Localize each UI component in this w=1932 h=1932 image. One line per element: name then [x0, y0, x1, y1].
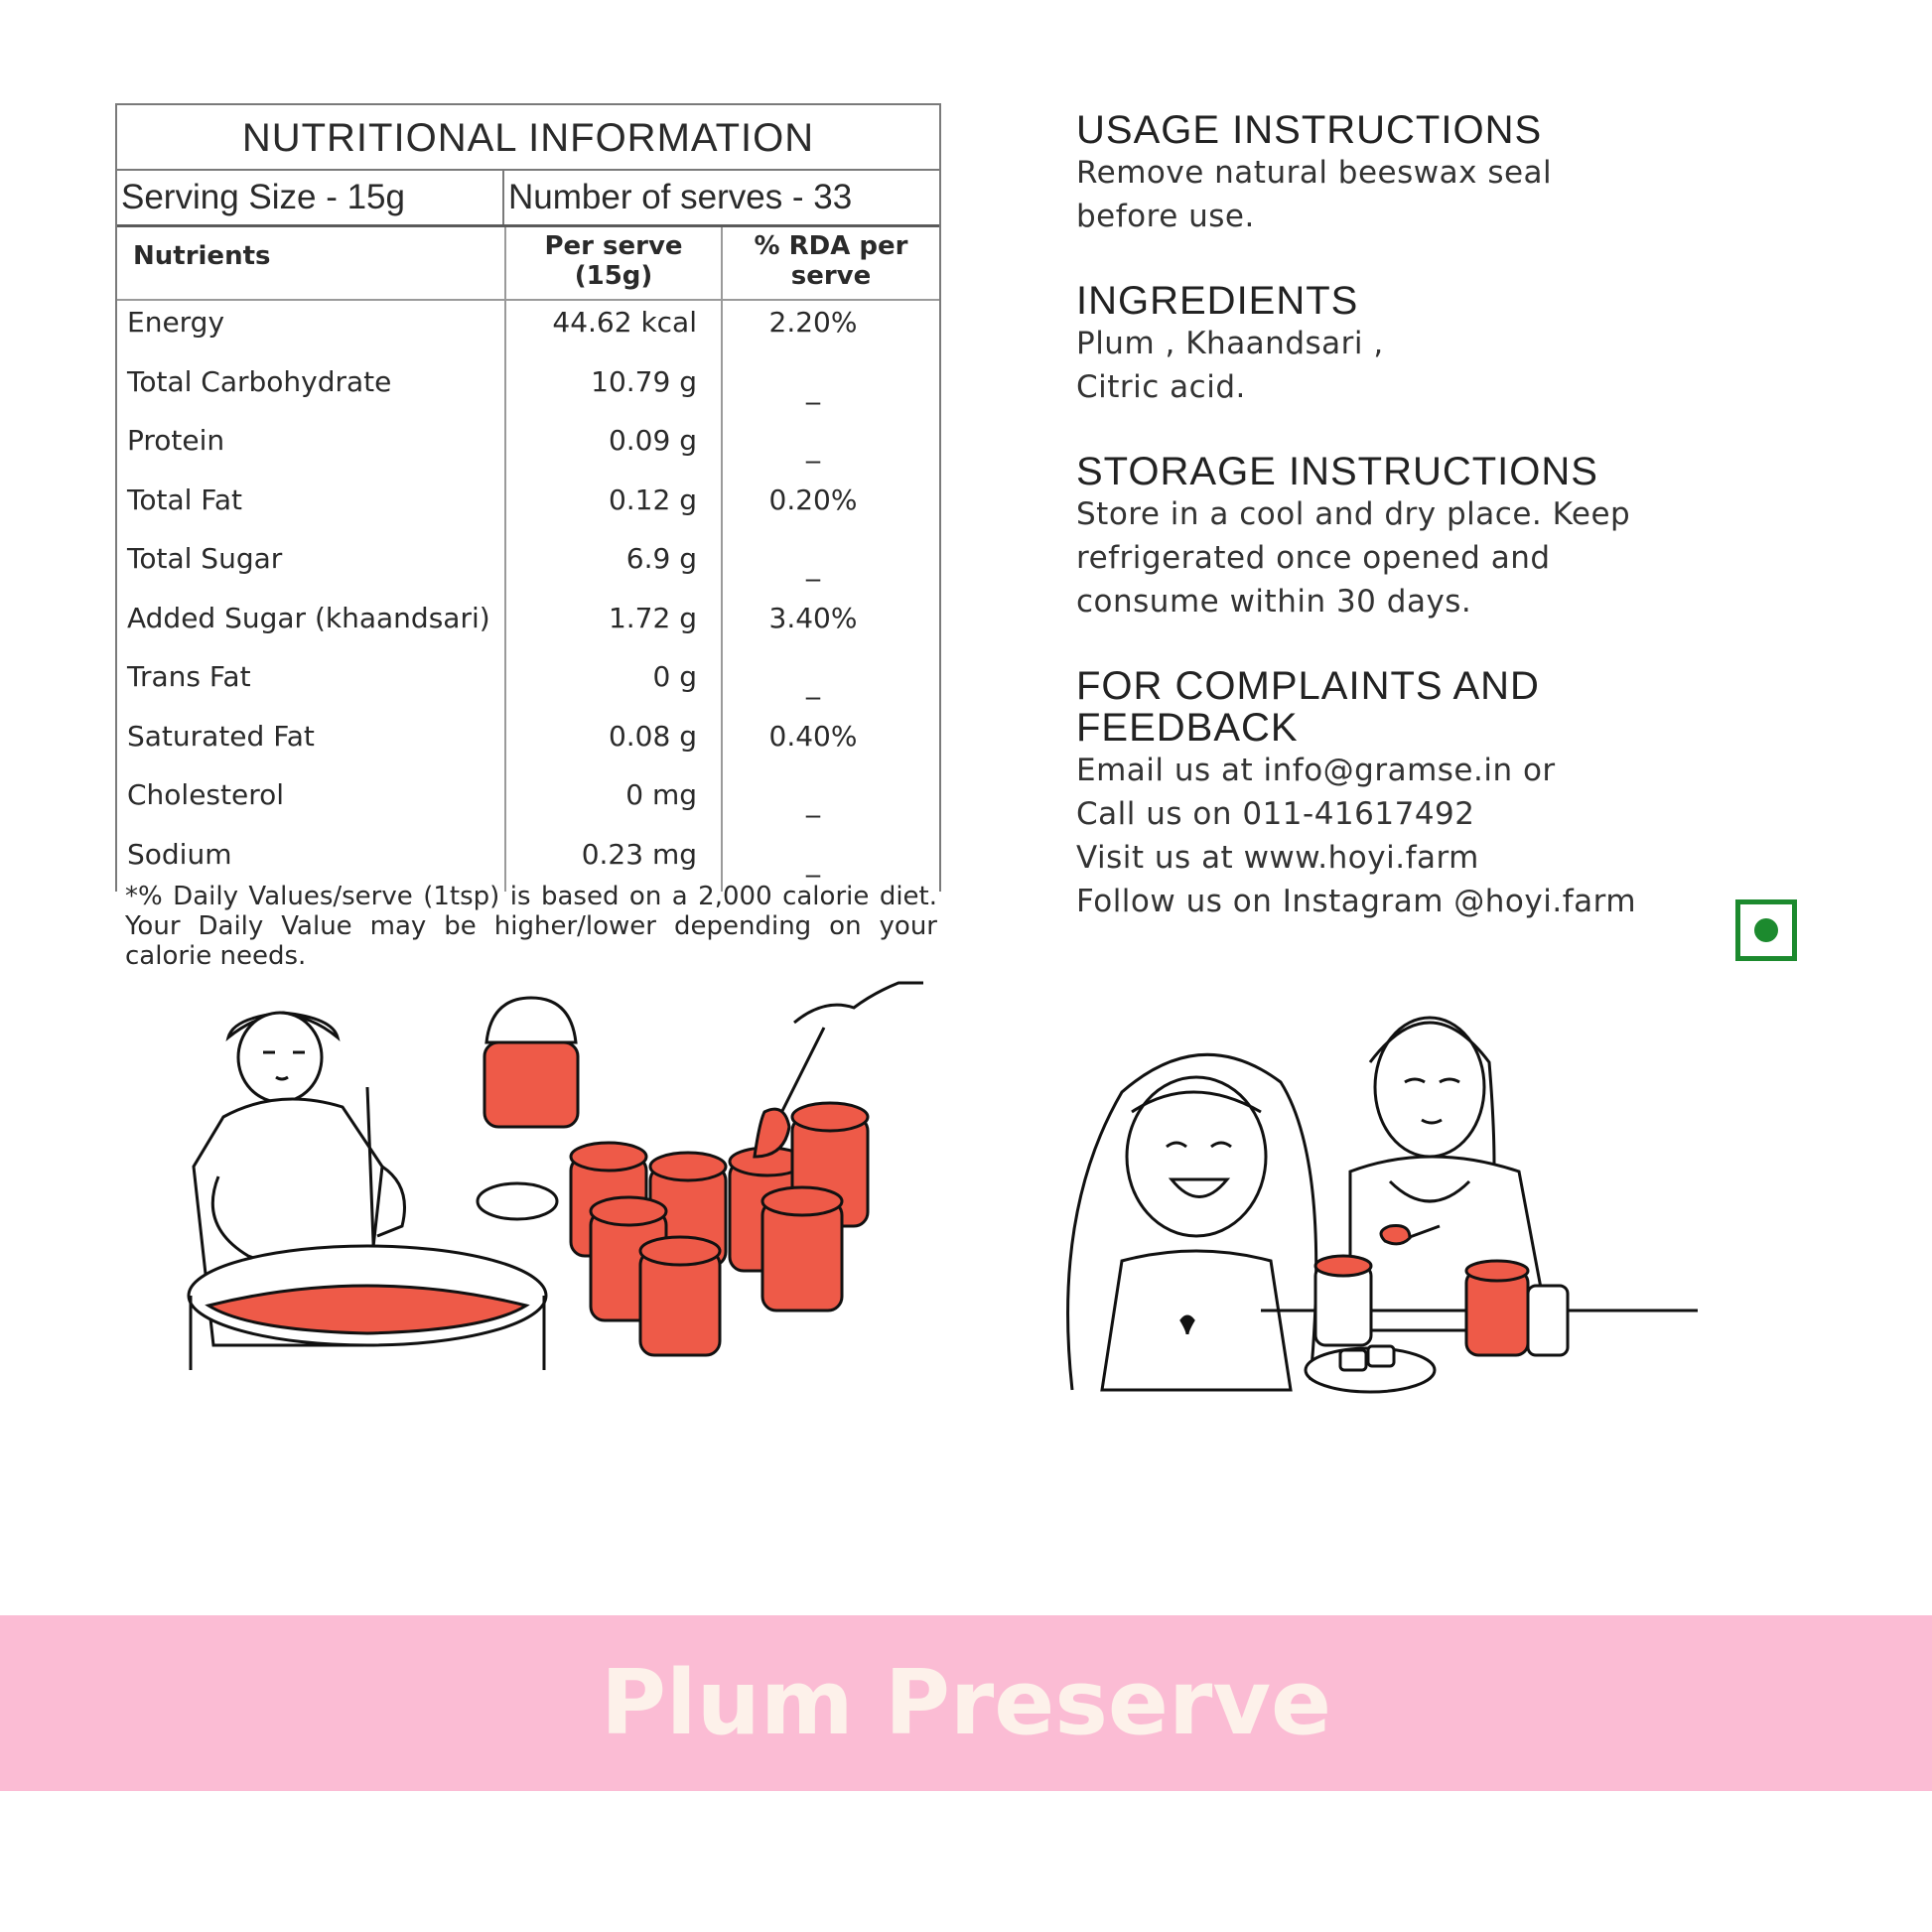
jar-5: [640, 1237, 720, 1355]
nutrient-per-serve: 0 g: [506, 655, 723, 715]
header-per-serve-line2: (15g): [574, 261, 653, 291]
storage-line-1: Store in a cool and dry place. Keep: [1076, 496, 1631, 532]
nutrient-per-serve: 0 mg: [506, 773, 723, 833]
nutrient-name: Energy: [117, 301, 506, 360]
nutrient-name: Saturated Fat: [117, 715, 506, 774]
header-nutrients: Nutrients: [117, 227, 506, 299]
nutrition-footnote: *% Daily Values/serve (1tsp) is based on a 2,000 calorie diet. Your Daily Value may be higher/lower depending on your calorie needs.: [125, 882, 937, 971]
nutrient-name: Total Sugar: [117, 537, 506, 597]
nutrient-per-serve: 0.09 g: [506, 419, 723, 479]
product-banner: [0, 1615, 1932, 1791]
family-tasting-illustration: [1033, 1003, 1708, 1400]
nutrient-name: Total Carbohydrate: [117, 360, 506, 420]
usage-title: USAGE INSTRUCTIONS: [1076, 108, 1543, 152]
storage-line-2: refrigerated once opened and: [1076, 540, 1551, 576]
nutrition-table: [115, 103, 941, 892]
nutrient-name: Added Sugar (khaandsari): [117, 597, 506, 656]
header-rda: [723, 227, 939, 299]
nutrient-rda: _: [806, 667, 820, 700]
table-row: [117, 655, 939, 715]
nutrient-per-serve: 0.12 g: [506, 479, 723, 538]
nutrition-title: NUTRITIONAL INFORMATION: [117, 105, 939, 171]
number-of-serves: Number of serves - 33: [508, 178, 853, 216]
nutrient-per-serve: 0.23 mg: [506, 833, 723, 893]
usage-section: [1076, 109, 1831, 238]
ingredients-section: [1076, 280, 1831, 409]
usage-line-1: Remove natural beeswax seal: [1076, 155, 1553, 191]
nutrient-per-serve: 44.62 kcal: [506, 301, 723, 360]
serving-size: Serving Size - 15g: [117, 171, 504, 224]
nutrient-per-serve: 0.08 g: [506, 715, 723, 774]
header-rda-line2: serve: [790, 261, 872, 291]
nutrient-rda: 2.20%: [768, 306, 858, 339]
serving-row: [117, 171, 939, 227]
nutrient-name: Total Fat: [117, 479, 506, 538]
nutrient-name: Sodium: [117, 833, 506, 893]
complaints-instagram: Follow us on Instagram @hoyi.farm: [1076, 884, 1637, 919]
ingredients-line-1: Plum , Khaandsari ,: [1076, 326, 1384, 361]
table-row: [117, 597, 939, 656]
complaints-title-1: FOR COMPLAINTS AND: [1076, 664, 1540, 708]
nutrient-per-serve: 6.9 g: [506, 537, 723, 597]
nutrient-rda: _: [806, 371, 820, 405]
table-row: [117, 715, 939, 774]
nutrient-name: Trans Fat: [117, 655, 506, 715]
nutrition-header-row: [117, 227, 939, 301]
table-row: [117, 537, 939, 597]
jar-8: [762, 1187, 842, 1311]
nutrient-per-serve: 1.72 g: [506, 597, 723, 656]
storage-title: STORAGE INSTRUCTIONS: [1076, 450, 1598, 493]
nutrient-rda: 3.40%: [768, 601, 858, 634]
complaints-section: [1076, 665, 1831, 923]
header-per-serve-line1: Per serve: [544, 231, 683, 261]
nutrient-name: Protein: [117, 419, 506, 479]
usage-line-2: before use.: [1076, 199, 1255, 234]
nutrition-rows: [117, 301, 939, 892]
nutrient-name: Cholesterol: [117, 773, 506, 833]
ingredients-line-2: Citric acid.: [1076, 369, 1246, 405]
table-row: [117, 479, 939, 538]
complaints-title-2: FEEDBACK: [1076, 706, 1299, 750]
nutrient-rda: _: [806, 844, 820, 878]
table-row: [117, 360, 939, 420]
nutrient-rda: _: [806, 431, 820, 464]
veg-mark-icon: [1735, 899, 1797, 961]
storage-line-3: consume within 30 days.: [1076, 584, 1472, 620]
table-row: [117, 301, 939, 360]
header-per-serve: [506, 227, 723, 299]
product-name: Plum Preserve: [600, 1651, 1332, 1755]
nutrient-rda: _: [806, 785, 820, 818]
complaints-phone: Call us on 011-41617492: [1076, 796, 1475, 832]
nutrient-rda: 0.20%: [768, 483, 858, 516]
nutrient-rda: 0.40%: [768, 719, 858, 753]
jam-making-illustration: [169, 978, 933, 1375]
nutrient-per-serve: 10.79 g: [506, 360, 723, 420]
jar-1: [484, 998, 578, 1127]
header-rda-line1: % RDA per: [754, 231, 908, 261]
table-row: [117, 419, 939, 479]
complaints-email: Email us at info@gramse.in or: [1076, 753, 1556, 788]
nutrient-rda: _: [806, 549, 820, 582]
storage-section: [1076, 451, 1831, 623]
table-row: [117, 773, 939, 833]
complaints-website: Visit us at www.hoyi.farm: [1076, 840, 1479, 876]
ingredients-title: INGREDIENTS: [1076, 279, 1359, 323]
